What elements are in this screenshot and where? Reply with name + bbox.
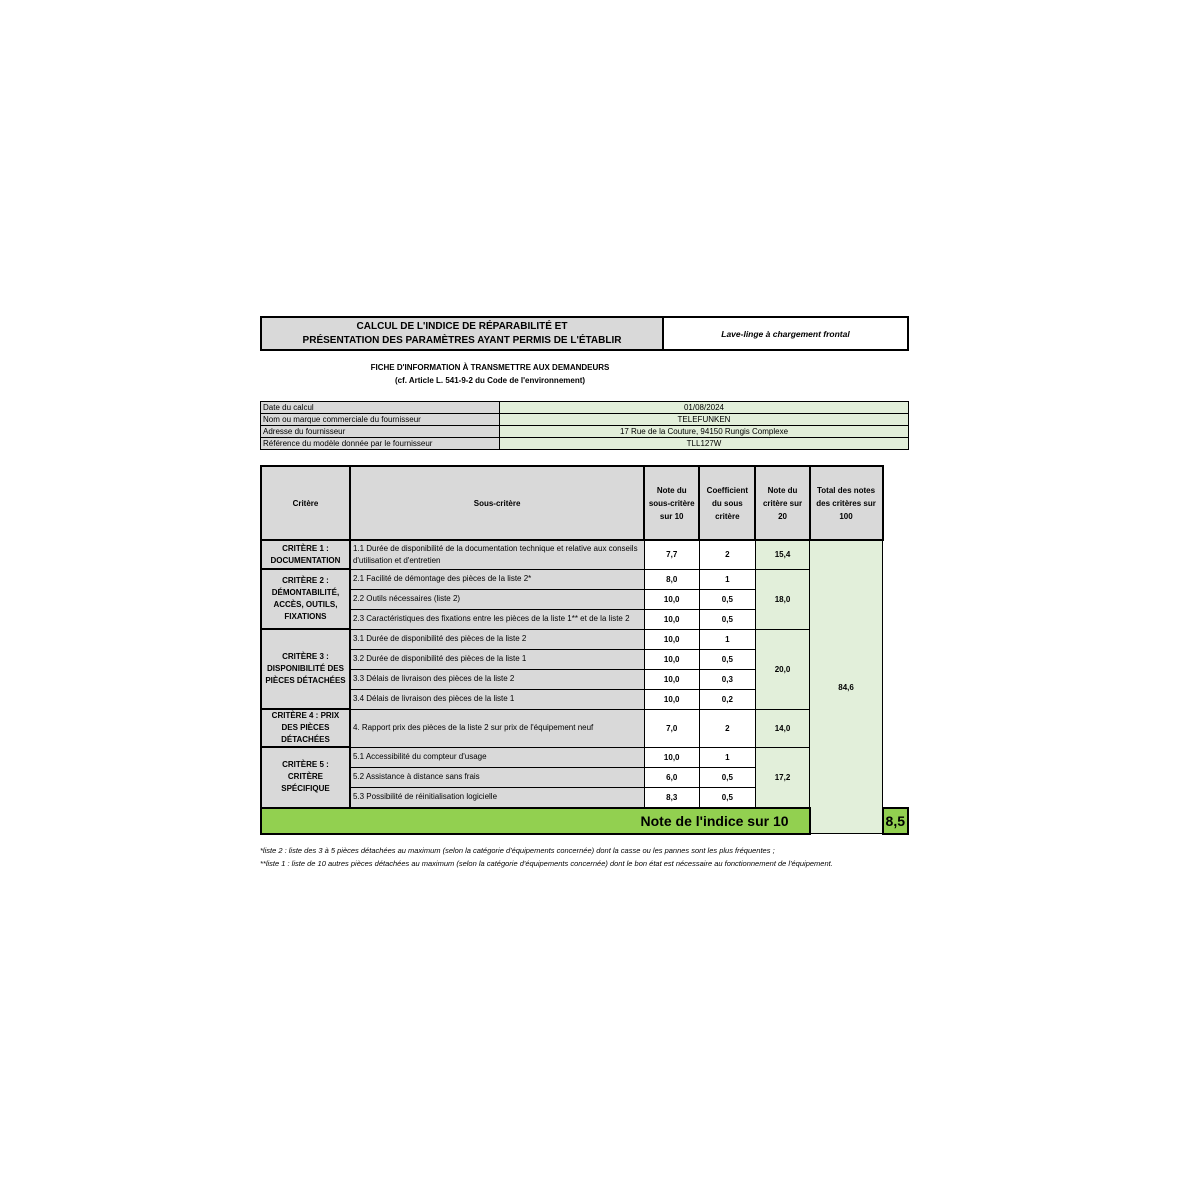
sub-note: 10,0	[644, 669, 699, 689]
sub-criterion-label: 3.1 Durée de disponibilité des pièces de la liste 2	[350, 629, 644, 649]
sub-criterion-label: 5.3 Possibilité de réinitialisation logicielle	[350, 787, 644, 808]
sub-coef: 2	[699, 709, 755, 747]
sub-criterion-label: 5.2 Assistance à distance sans frais	[350, 767, 644, 787]
col-header-critere: Critère	[261, 466, 350, 540]
info-row	[261, 402, 909, 414]
info-label: Adresse du fournisseur	[261, 426, 500, 438]
sub-note: 8,0	[644, 569, 699, 589]
criterion-note20: 20,0	[755, 629, 809, 709]
fiche-heading	[260, 361, 720, 387]
sub-note: 10,0	[644, 649, 699, 669]
sub-note: 7,0	[644, 709, 699, 747]
info-value: TELEFUNKEN	[500, 414, 909, 426]
sub-criterion-label: 3.3 Délais de livraison des pièces de la liste 2	[350, 669, 644, 689]
col-header-note20: Note du critère sur 20	[755, 466, 809, 540]
criterion-name: CRITÈRE 1 : DOCUMENTATION	[261, 540, 350, 569]
sub-criterion-label: 3.2 Durée de disponibilité des pièces de la liste 1	[350, 649, 644, 669]
title-line-1: CALCUL DE L'INDICE DE RÉPARABILITÉ ET	[356, 320, 568, 332]
info-row	[261, 414, 909, 426]
sub-coef: 1	[699, 629, 755, 649]
criterion-name: CRITÈRE 4 : PRIX DES PIÈCES DÉTACHÉES	[261, 709, 350, 747]
title-line-2: PRÉSENTATION DES PARAMÈTRES AYANT PERMIS DE L'ÉTABLIR	[302, 334, 622, 346]
info-value: 17 Rue de la Couture, 94150 Rungis Complexe	[500, 426, 909, 438]
sub-note: 10,0	[644, 609, 699, 629]
info-row	[261, 426, 909, 438]
info-label: Nom ou marque commerciale du fournisseur	[261, 414, 500, 426]
total-100: 84,6	[810, 540, 883, 834]
info-label: Date du calcul	[261, 402, 500, 414]
score-table	[260, 465, 909, 835]
sub-criterion-label: 3.4 Délais de livraison des pièces de la liste 1	[350, 689, 644, 709]
sub-criterion-label: 1.1 Durée de disponibilité de la documentation technique et relative aux conseils d'utilisation et d'entretien	[350, 540, 644, 569]
table-row	[261, 540, 908, 569]
sub-coef: 0,5	[699, 767, 755, 787]
sub-coef: 0,5	[699, 787, 755, 808]
footnotes	[260, 844, 900, 870]
sub-coef: 2	[699, 540, 755, 569]
header-row	[261, 466, 908, 540]
document-title	[260, 316, 664, 351]
sub-criterion-label: 2.1 Facilité de démontage des pièces de la liste 2*	[350, 569, 644, 589]
fiche-line-1: FICHE D'INFORMATION À TRANSMETTRE AUX DEMANDEURS	[370, 363, 610, 372]
col-header-total: Total des notes des critères sur 100	[810, 466, 883, 540]
criterion-name: CRITÈRE 2 : DÉMONTABILITÉ, ACCÈS, OUTILS, FIXATIONS	[261, 569, 350, 629]
criterion-note20: 14,0	[755, 709, 809, 747]
col-header-sous-critere: Sous-critère	[350, 466, 644, 540]
sub-coef: 0,5	[699, 649, 755, 669]
sub-coef: 0,5	[699, 589, 755, 609]
sub-coef: 0,2	[699, 689, 755, 709]
sub-note: 10,0	[644, 747, 699, 767]
fiche-line-2: (cf. Article L. 541-9-2 du Code de l'environnement)	[394, 376, 586, 385]
sub-criterion-label: 5.1 Accessibilité du compteur d'usage	[350, 747, 644, 767]
info-value: TLL127W	[500, 438, 909, 450]
sub-coef: 1	[699, 569, 755, 589]
col-header-note10: Note du sous-critère sur 10	[644, 466, 699, 540]
footnote-liste-2: *liste 2 : liste des 3 à 5 pièces détachées au maximum (selon la catégorie d'équipements concernée) dont la casse ou les pannes sont les plus fréquentes ;	[260, 846, 775, 855]
info-table	[260, 401, 909, 450]
sub-note: 7,7	[644, 540, 699, 569]
info-value: 01/08/2024	[500, 402, 909, 414]
sub-coef: 0,5	[699, 609, 755, 629]
info-row	[261, 438, 909, 450]
footnote-liste-1: **liste 1 : liste de 10 autres pièces détachées au maximum (selon la catégorie d'équipements concernée) dont le bon état est nécessaire au fonctionnement de l'équipement.	[260, 859, 833, 868]
final-score-label: Note de l'indice sur 10	[261, 808, 810, 834]
criterion-note20: 15,4	[755, 540, 809, 569]
sub-note: 10,0	[644, 589, 699, 609]
criterion-note20: 17,2	[755, 747, 809, 808]
col-header-coef: Coefficient du sous critère	[699, 466, 755, 540]
sub-criterion-label: 2.2 Outils nécessaires (liste 2)	[350, 589, 644, 609]
criterion-note20: 18,0	[755, 569, 809, 629]
sub-note: 10,0	[644, 689, 699, 709]
sub-note: 8,3	[644, 787, 699, 808]
final-score-value: 8,5	[883, 808, 908, 834]
sub-note: 6,0	[644, 767, 699, 787]
sub-note: 10,0	[644, 629, 699, 649]
info-label: Référence du modèle donnée par le fournisseur	[261, 438, 500, 450]
sub-coef: 0,3	[699, 669, 755, 689]
criterion-name: CRITÈRE 5 : CRITÈRE SPÉCIFIQUE	[261, 747, 350, 808]
sub-coef: 1	[699, 747, 755, 767]
criterion-name: CRITÈRE 3 : DISPONIBILITÉ DES PIÈCES DÉTACHÉES	[261, 629, 350, 709]
sub-criterion-label: 4. Rapport prix des pièces de la liste 2 sur prix de l'équipement neuf	[350, 709, 644, 747]
product-type: Lave-linge à chargement frontal	[662, 316, 909, 351]
sub-criterion-label: 2.3 Caractéristiques des fixations entre les pièces de la liste 1** et de la liste 2	[350, 609, 644, 629]
